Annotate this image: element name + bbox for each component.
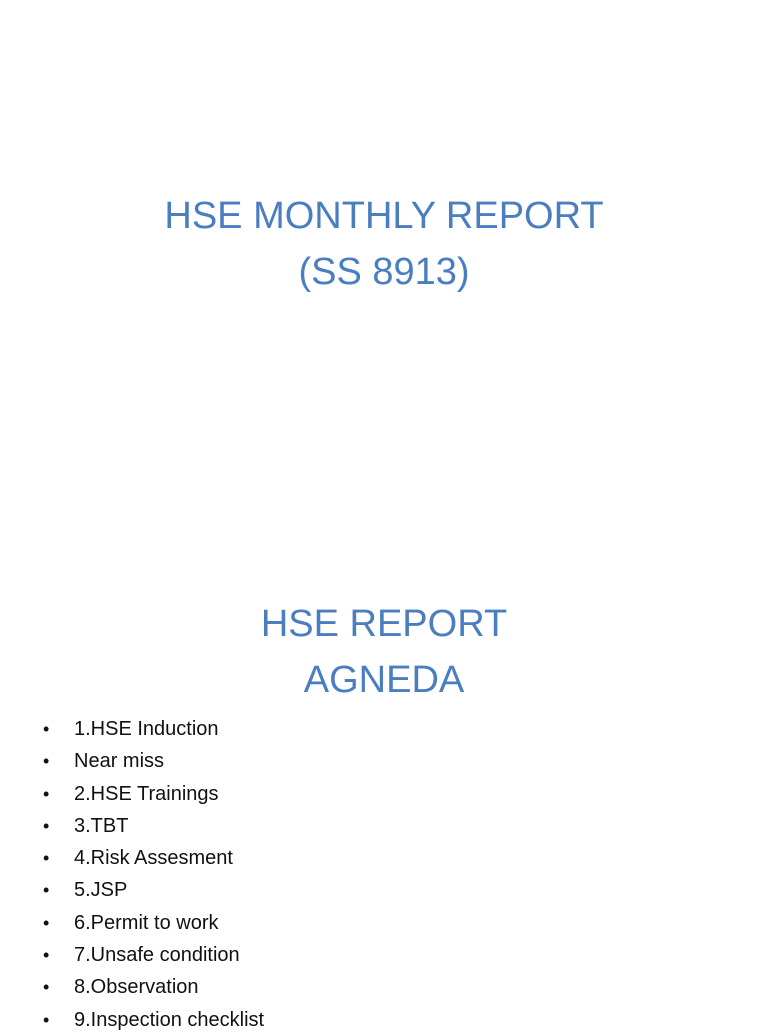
bullet-icon: • [43, 912, 50, 933]
agenda-item-label: 4.Risk Assesment [74, 847, 233, 870]
agenda-list [0, 713, 768, 1036]
bullet-icon: • [43, 977, 50, 998]
agenda-item-label: 5.JSP [74, 879, 128, 902]
bullet-icon: • [43, 848, 50, 869]
bullet-icon: • [43, 880, 50, 901]
agenda-item-label: 1.HSE Induction [74, 718, 219, 740]
agenda-item-label: 3.TBT [74, 814, 129, 837]
bullet-icon: • [43, 945, 50, 966]
agenda-item-jsp [0, 874, 768, 906]
agenda-item-trainings [0, 778, 768, 810]
agenda-item-label: 9.Inspection checklist [74, 1008, 265, 1031]
report-title-line-2: (SS 8913) [298, 251, 470, 293]
bullet-icon: • [43, 751, 50, 772]
agenda-item-inspection-checklist [0, 1004, 768, 1036]
agenda-item-induction [0, 713, 768, 745]
agenda-item-label: 6.Permit to work [74, 911, 219, 934]
agenda-item-risk-assessment [0, 842, 768, 874]
agenda-item-permit-to-work [0, 907, 768, 939]
agenda-title-line-2: AGNEDA [303, 659, 465, 701]
agenda-item-observation [0, 971, 768, 1003]
bullet-icon: • [43, 719, 50, 739]
agenda-item-label: Near miss [74, 750, 165, 773]
bullet-icon: • [43, 1009, 50, 1030]
bullet-icon: • [43, 815, 50, 836]
agenda-item-unsafe-condition [0, 939, 768, 971]
agenda-title-line-1: HSE REPORT [260, 603, 508, 645]
agenda-item-label: 2.HSE Trainings [74, 782, 219, 805]
report-title-line-1: HSE MONTHLY REPORT [164, 195, 604, 237]
report-title [0, 188, 768, 300]
agenda-item-label: 7.Unsafe condition [74, 944, 240, 967]
agenda-item-tbt [0, 810, 768, 842]
agenda-item-label: 8.Observation [74, 976, 199, 999]
bullet-icon: • [43, 783, 50, 804]
agenda-title [0, 596, 768, 708]
agenda-item-near-miss [0, 745, 768, 777]
